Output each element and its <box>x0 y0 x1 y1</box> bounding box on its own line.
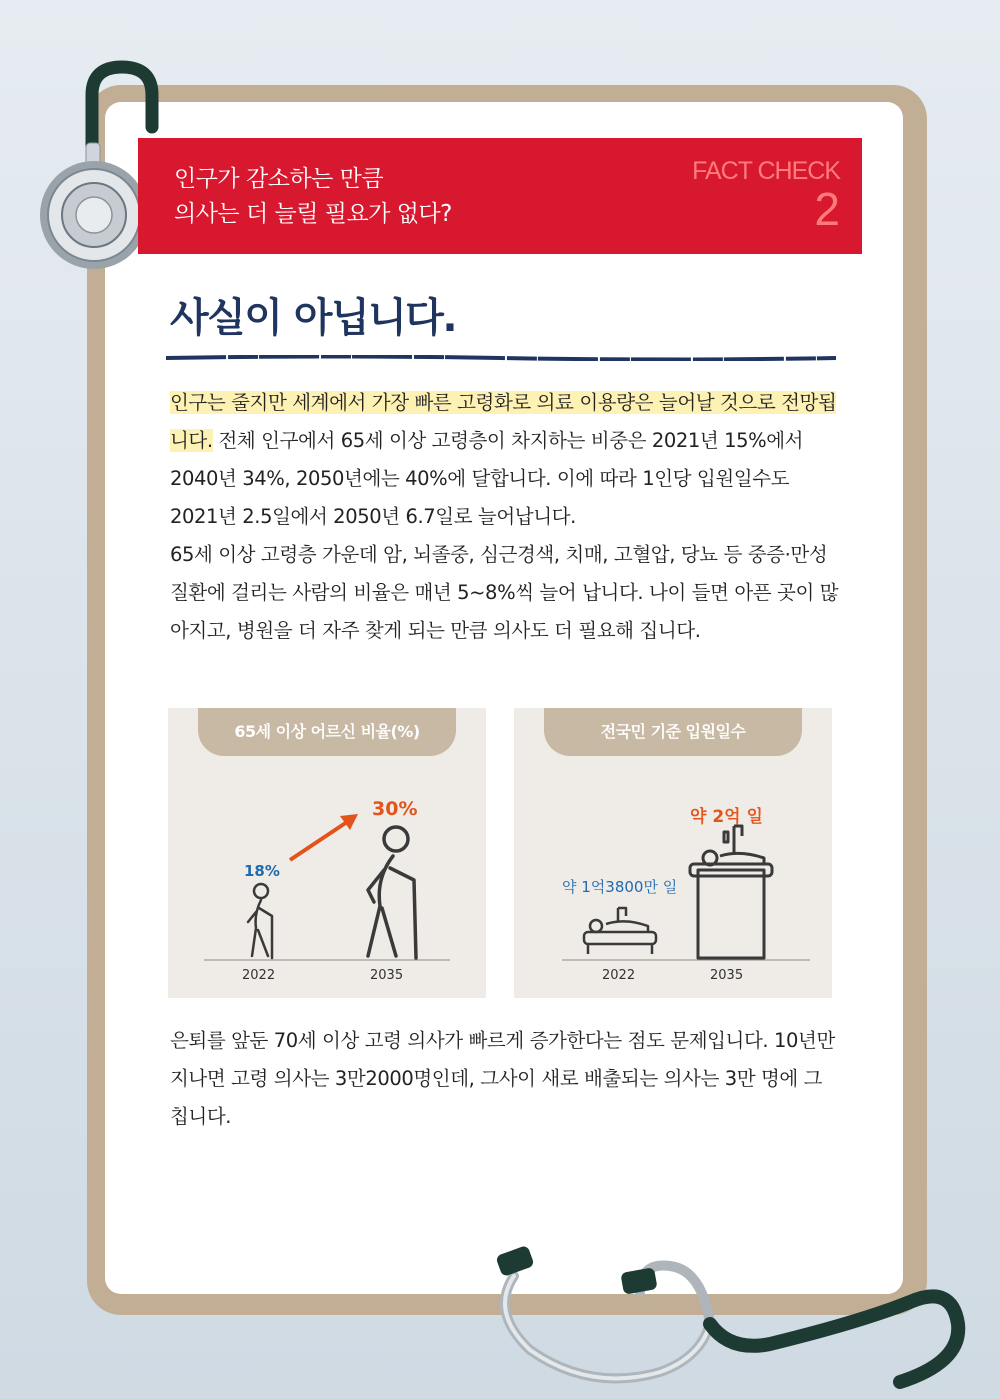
elderly-year-2035: 2035 <box>370 968 404 983</box>
paragraph-1-rest: 전체 인구에서 65세 이상 고령층이 차지하는 비중은 2021년 15%에서 2040년 34%, 2050년에는 40%에 달합니다. 이에 따라 1인당 입원일수도 2021년 2.5일에서 2050년 6.7일로 늘어납니다. <box>170 429 804 528</box>
hospital-bed-small-icon <box>584 908 656 954</box>
paragraph-1-second: 65세 이상 고령층 가운데 암, 뇌졸중, 심근경색, 치매, 고혈압, 당뇨 등 중증·만성질환에 걸리는 사람의 비율은 매년 5~8%씩 늘어 납니다. 나이 들면 아픈 곳이 많아지고, 병원을 더 자주 찾게 되는 만큼 의사도 더 필요해 집니다. <box>170 543 839 642</box>
elderly-value-2022: 18% <box>244 862 280 880</box>
paragraph-2: 은퇴를 앞둔 70세 이상 고령 의사가 빠르게 증가한다는 점도 문제입니다. 10년만 지나면 고령 의사는 3만2000명인데, 그사이 새로 배출되는 의사는 3만 명에 그칩니다. <box>170 1029 835 1128</box>
brush-divider <box>166 355 836 361</box>
elderly-value-2035: 30% <box>372 798 418 820</box>
hospital-value-2035: 약 2억 일 <box>690 807 763 827</box>
elderly-large-icon <box>368 827 416 958</box>
stethoscope-bottom-icon <box>470 1232 990 1399</box>
elderly-year-2022: 2022 <box>242 968 276 983</box>
headline: 사실이 아닙니다. <box>170 295 457 341</box>
elderly-panel-title: 65세 이상 어르신 비율(%) <box>198 708 456 756</box>
hospital-value-2022: 약 1억3800만 일 <box>562 878 678 896</box>
hospital-bed-large-icon <box>690 826 772 958</box>
fact-check-number: 2 <box>814 183 840 235</box>
banner-question-line2: 의사는 더 늘릴 필요가 없다? <box>174 201 452 227</box>
hospital-panel-title: 전국민 기준 입원일수 <box>544 708 802 756</box>
hospital-days-panel <box>514 708 832 998</box>
question-banner <box>138 138 862 254</box>
elderly-small-icon <box>248 884 272 958</box>
highlight-sentence: 인구는 줄지만 세계에서 가장 빠른 고령화로 의료 이용량은 늘어날 것으로 전망됩니다. <box>170 391 837 452</box>
fact-check-badge <box>692 156 840 235</box>
banner-question <box>174 162 452 232</box>
hospital-year-2035: 2035 <box>710 968 744 983</box>
hospital-year-2022: 2022 <box>602 968 636 983</box>
elderly-ratio-panel <box>168 708 486 998</box>
paragraph-1 <box>170 384 840 650</box>
banner-question-line1: 인구가 감소하는 만큼 <box>174 166 384 192</box>
increase-arrow-icon <box>290 814 358 860</box>
fact-check-label: FACT CHECK <box>692 157 840 185</box>
